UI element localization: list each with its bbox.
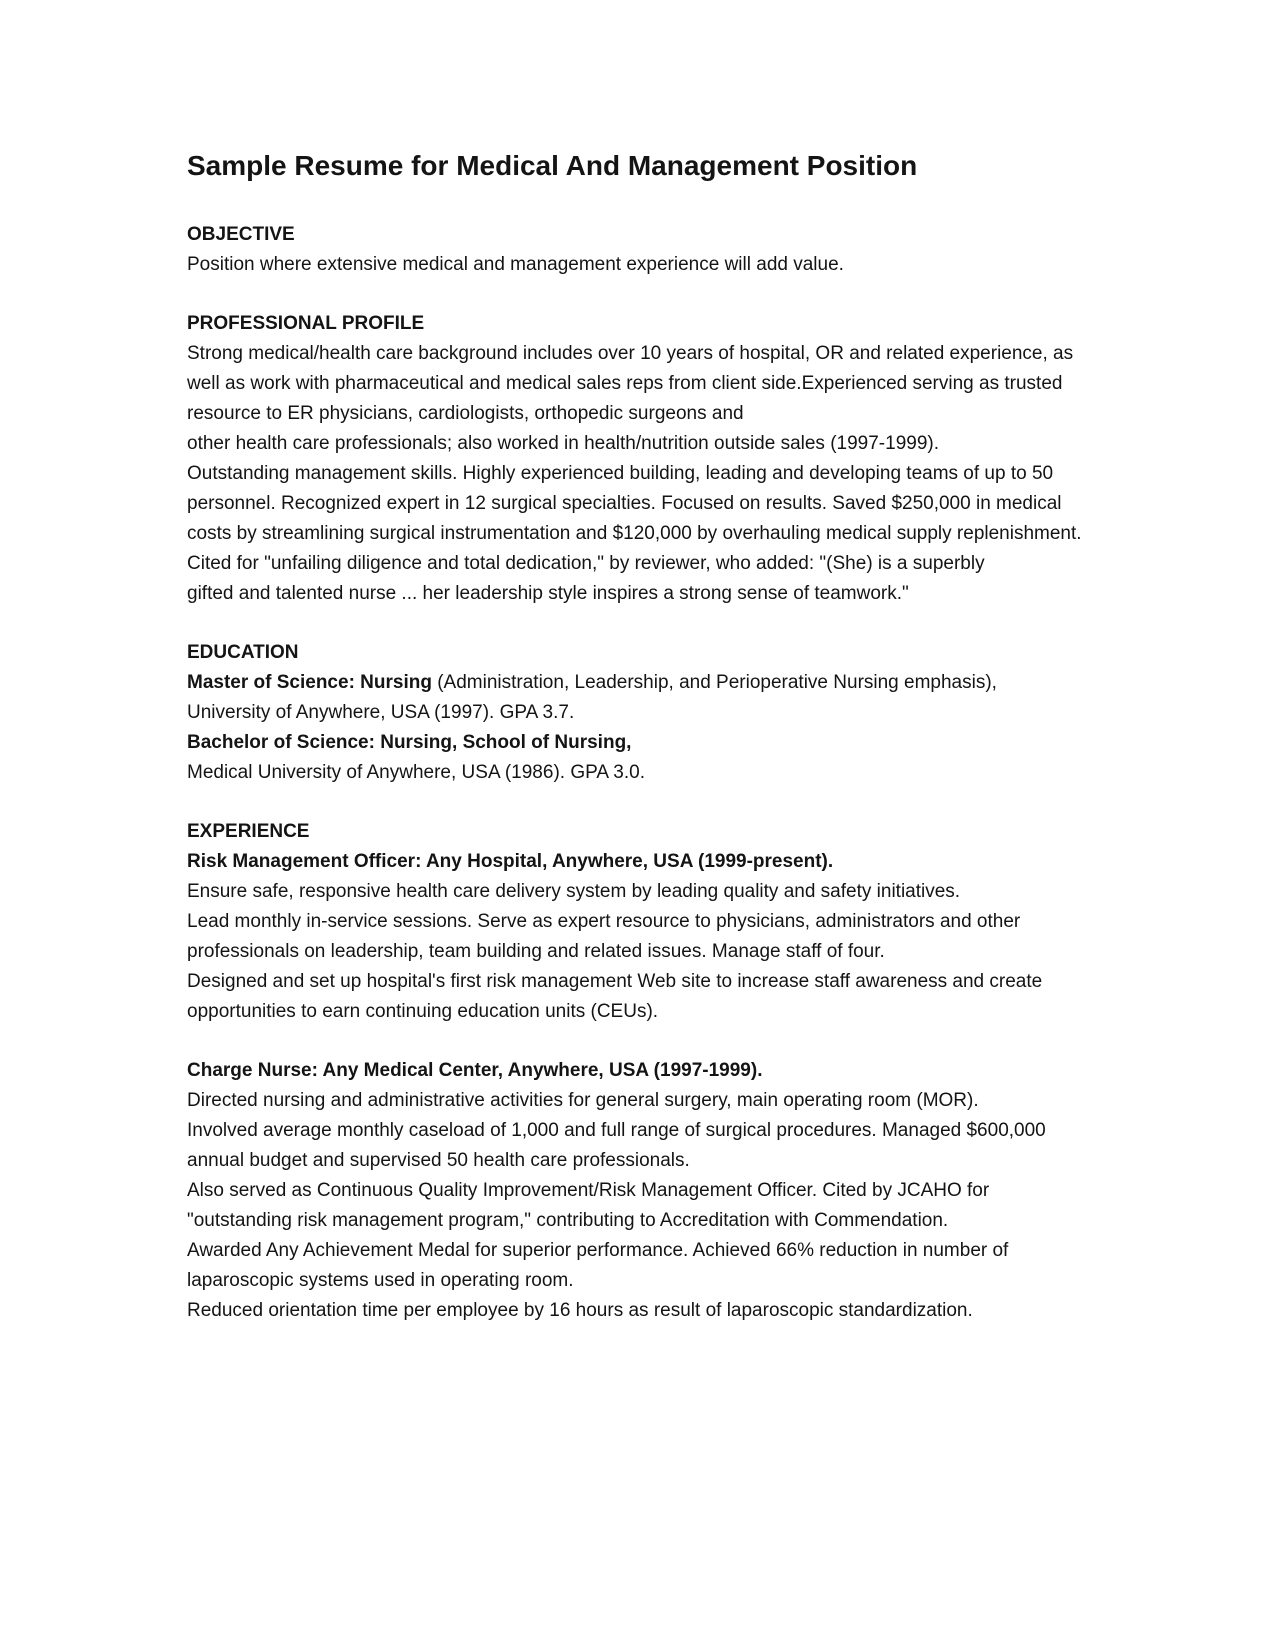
degree-masters-title: Master of Science: Nursing <box>187 672 432 693</box>
objective-section <box>187 220 1087 280</box>
job-line: annual budget and supervised 50 health care professionals. <box>187 1150 690 1171</box>
job-line: Also served as Continuous Quality Improvement/Risk Management Officer. Cited by JCAHO for <box>187 1180 990 1201</box>
job-title: Risk Management Officer: Any Hospital, Anywhere, USA (1999-present). <box>187 851 834 872</box>
degree-bachelors-school: Medical University of Anywhere, USA (1986). GPA 3.0. <box>187 762 645 783</box>
job-line: professionals on leadership, team building and related issues. Manage staff of four. <box>187 941 885 962</box>
job-line: Designed and set up hospital's first risk management Web site to increase staff awareness and create <box>187 971 1043 992</box>
job-line: opportunities to earn continuing education units (CEUs). <box>187 1001 659 1022</box>
job-line: Involved average monthly caseload of 1,000 and full range of surgical procedures. Managed $600,000 <box>187 1120 1046 1141</box>
profile-line: other health care professionals; also worked in health/nutrition outside sales (1997-1999). <box>187 433 940 454</box>
document-title: Sample Resume for Medical And Management Position <box>187 150 918 181</box>
degree-masters-school: University of Anywhere, USA (1997). GPA 3.7. <box>187 702 575 723</box>
education-section <box>187 638 1087 788</box>
job-line: "outstanding risk management program," contributing to Accreditation with Commendation. <box>187 1210 949 1231</box>
job-entry-risk-management-officer <box>187 847 1087 1027</box>
profile-line: well as work with pharmaceutical and medical sales reps from client side.Experienced serving as trusted <box>187 373 1063 394</box>
job-line: Directed nursing and administrative activities for general surgery, main operating room (MOR). <box>187 1090 979 1111</box>
job-title: Charge Nurse: Any Medical Center, Anywhere, USA (1997-1999). <box>187 1060 763 1081</box>
degree-masters-detail: (Administration, Leadership, and Perioperative Nursing emphasis), <box>431 672 997 693</box>
degree-masters <box>187 668 1087 698</box>
profile-line: personnel. Recognized expert in 12 surgical specialties. Focused on results. Saved $250,000 in medical <box>187 493 1062 514</box>
resume-page <box>187 142 1087 1355</box>
job-entry-charge-nurse <box>187 1056 1087 1326</box>
profile-section <box>187 309 1087 609</box>
education-heading: EDUCATION <box>187 642 299 663</box>
job-line: laparoscopic systems used in operating room. <box>187 1270 574 1291</box>
profile-line: Cited for "unfailing diligence and total dedication," by reviewer, who added: "(She) is a superbly <box>187 553 985 574</box>
experience-heading: EXPERIENCE <box>187 821 310 842</box>
profile-heading: PROFESSIONAL PROFILE <box>187 313 425 334</box>
job-line: Awarded Any Achievement Medal for superior performance. Achieved 66% reduction in number of <box>187 1240 1009 1261</box>
degree-bachelors-title: Bachelor of Science: Nursing, School of Nursing, <box>187 732 632 753</box>
profile-line: gifted and talented nurse ... her leadership style inspires a strong sense of teamwork." <box>187 583 909 604</box>
profile-line: costs by streamlining surgical instrumentation and $120,000 by overhauling medical supply replenishment. <box>187 523 1082 544</box>
job-line: Reduced orientation time per employee by 16 hours as result of laparoscopic standardization. <box>187 1300 973 1321</box>
objective-text: Position where extensive medical and management experience will add value. <box>187 254 844 275</box>
profile-line: Outstanding management skills. Highly experienced building, leading and developing teams of up to 50 <box>187 463 1054 484</box>
experience-section <box>187 817 1087 1326</box>
objective-heading: OBJECTIVE <box>187 224 295 245</box>
profile-line: resource to ER physicians, cardiologists, orthopedic surgeons and <box>187 403 744 424</box>
job-line: Ensure safe, responsive health care delivery system by leading quality and safety initiatives. <box>187 881 961 902</box>
profile-line: Strong medical/health care background includes over 10 years of hospital, OR and related experience, as <box>187 343 1074 364</box>
job-line: Lead monthly in-service sessions. Serve as expert resource to physicians, administrators and other <box>187 911 1021 932</box>
